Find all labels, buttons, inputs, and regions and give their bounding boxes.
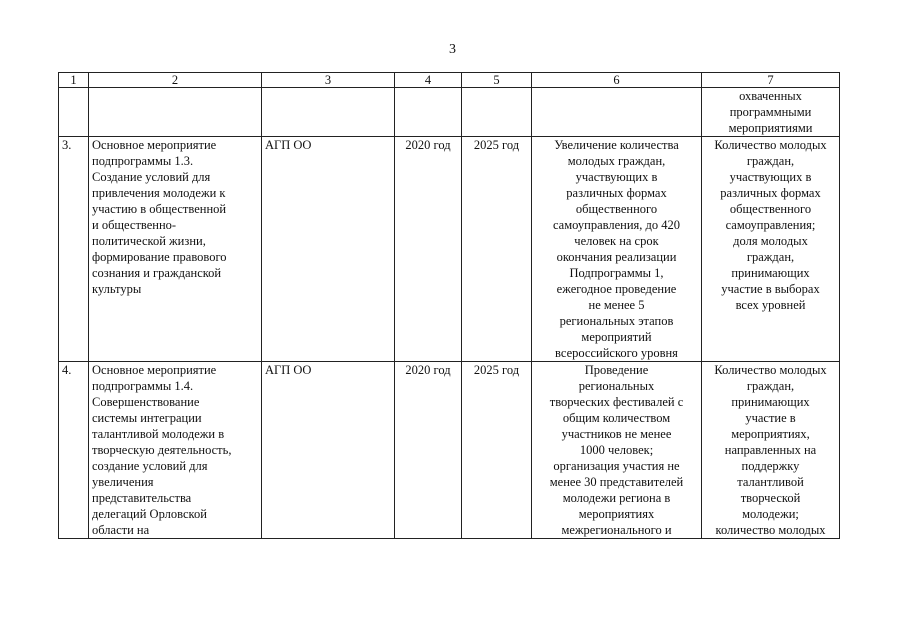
- indicators-cell: Количество молодых граждан, участвующих в различных формах общественного самоуправления; доля молодых граждан, принимающих участие в выборах всех уровней: [702, 137, 840, 362]
- indicators-cell: Количество молодых граждан, принимающих участие в мероприятиях, направленных на поддержку талантливой творческой молодежи; количество молодых: [702, 362, 840, 539]
- column-header: 4: [395, 73, 462, 88]
- end-year-cell: 2025 год: [462, 137, 532, 362]
- result-cell: Увеличение количества молодых граждан, участвующих в различных формах общественного самоуправления, до 420 человек на срок окончания реализации Подпрограммы 1, ежегодное проведение не менее 5 региональных этапов мероприятий всероссийского уровня: [532, 137, 702, 362]
- executor-cell: АГП ОО: [262, 137, 395, 362]
- page-number: 3: [449, 42, 456, 57]
- start-year-cell: 2020 год: [395, 137, 462, 362]
- column-header: 1: [59, 73, 89, 88]
- table-cell: [89, 88, 262, 137]
- table-cell: [262, 88, 395, 137]
- table-cell: [59, 88, 89, 137]
- table-header-row: [59, 73, 840, 88]
- table-row: [59, 362, 840, 539]
- result-cell: Проведение региональных творческих фестивалей с общим количеством участников не менее 1000 человек; организация участия не менее 30 представителей молодежи региона в мероприятиях межрегионального и: [532, 362, 702, 539]
- column-header: 7: [702, 73, 840, 88]
- executor-cell: АГП ОО: [262, 362, 395, 539]
- table-row: [59, 137, 840, 362]
- table-cell: [532, 88, 702, 137]
- start-year-cell: 2020 год: [395, 362, 462, 539]
- table-cell: [395, 88, 462, 137]
- event-cell: Основное мероприятие подпрограммы 1.4. Совершенствование системы интеграции талантливой молодежи в творческую деятельность, создание условий для увеличения представительства делегаций Орловской области на: [89, 362, 262, 539]
- column-header: 2: [89, 73, 262, 88]
- continuation-row: [59, 88, 840, 137]
- end-year-cell: 2025 год: [462, 362, 532, 539]
- table-cell: [462, 88, 532, 137]
- row-number: 4.: [59, 362, 89, 539]
- column-header: 3: [262, 73, 395, 88]
- row-number: 3.: [59, 137, 89, 362]
- measures-table: [58, 72, 840, 539]
- column-header: 6: [532, 73, 702, 88]
- event-cell: Основное мероприятие подпрограммы 1.3. Создание условий для привлечения молодежи к участию в общественной и общественно- политической жизни, формирование правового сознания и гражданской культуры: [89, 137, 262, 362]
- indicators-cell: охваченных программными мероприятиями: [702, 88, 840, 137]
- column-header: 5: [462, 73, 532, 88]
